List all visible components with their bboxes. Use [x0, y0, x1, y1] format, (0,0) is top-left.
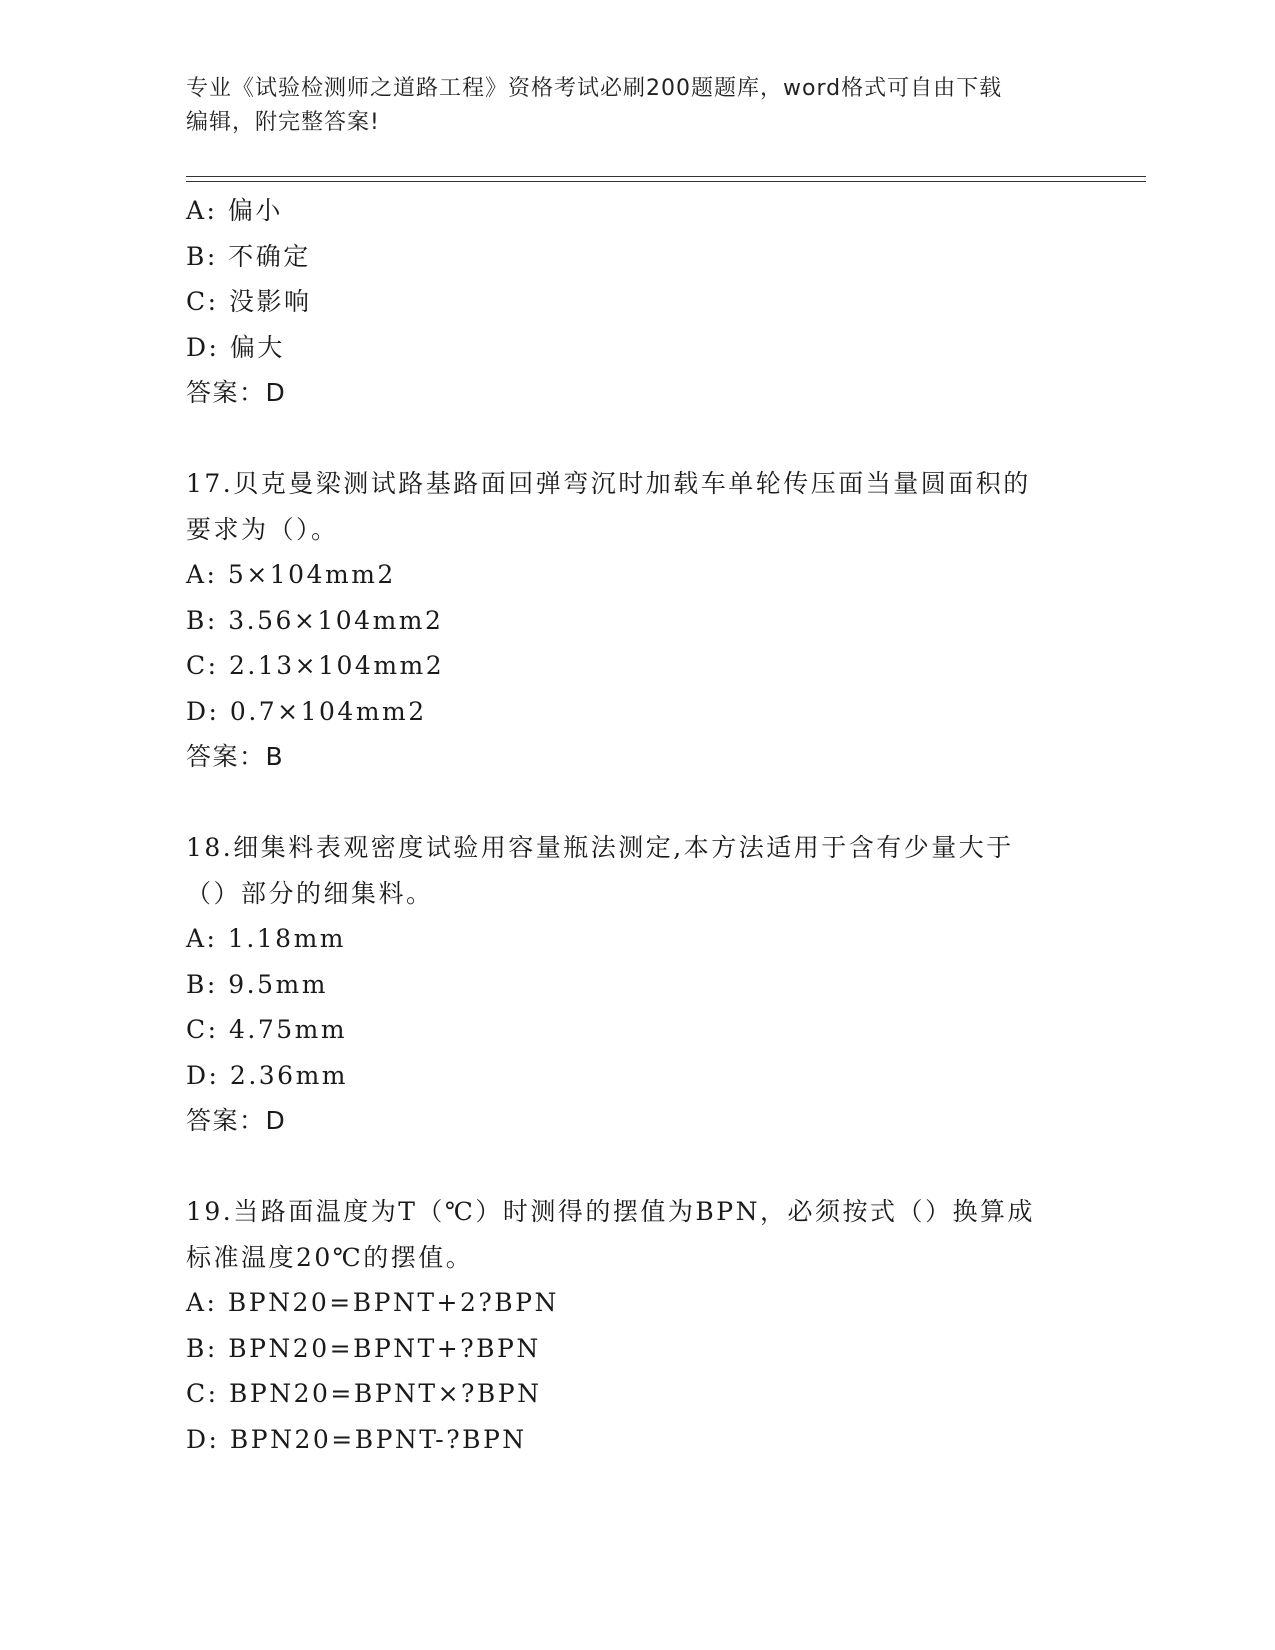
question-block-19	[186, 1189, 1086, 1462]
question-text-line-1: 19.当路面温度为T（℃）时测得的摆值为BPN，必须按式（）换算成	[186, 1197, 1035, 1226]
option-a: A: BPN20=BPNT+2?BPN	[186, 1288, 559, 1317]
header-title-line-1: 专业《试验检测师之道路工程》资格考试必刷200题题库，word格式可自由下载	[186, 76, 1003, 101]
document-header	[186, 72, 1066, 140]
question-block-18	[186, 825, 1086, 1144]
question-text-line-1: 17.贝克曼梁测试路基路面回弹弯沉时加载车单轮传压面当量圆面积的	[186, 469, 1031, 498]
option-c: C: 没影响	[186, 287, 312, 316]
option-d: D: 偏大	[186, 332, 285, 362]
question-block-17	[186, 461, 1086, 780]
question-text-line-1: 18.细集料表观密度试验用容量瓶法测定,本方法适用于含有少量大于	[186, 833, 1014, 862]
block-spacer	[186, 1144, 1086, 1190]
header-divider-top	[186, 176, 1146, 177]
header-title-line-2: 编辑，附完整答案!	[186, 110, 380, 135]
option-d: D: 0.7×104mm2	[186, 696, 427, 726]
header-divider-bottom	[186, 181, 1146, 182]
option-d: D: 2.36mm	[186, 1060, 348, 1090]
question-text-line-2: 要求为（）。	[186, 514, 339, 544]
option-c: C: 4.75mm	[186, 1015, 348, 1044]
option-a: A: 偏小	[186, 196, 283, 225]
option-b: B: 3.56×104mm2	[186, 605, 444, 635]
block-spacer	[186, 416, 1086, 462]
option-d: D: BPN20=BPNT-?BPN	[186, 1424, 527, 1454]
option-c: C: 2.13×104mm2	[186, 651, 445, 680]
option-b: B: BPN20=BPNT+?BPN	[186, 1333, 541, 1363]
option-c: C: BPN20=BPNT×?BPN	[186, 1379, 542, 1408]
answer-line: 答案：B	[186, 742, 285, 771]
answer-line: 答案：D	[186, 378, 287, 407]
option-b: B: 不确定	[186, 241, 311, 271]
answer-line: 答案：D	[186, 1106, 287, 1135]
question-block-16	[186, 188, 1086, 416]
option-a: A: 1.18mm	[186, 924, 346, 953]
question-text-line-2: 标准温度20℃的摆值。	[186, 1242, 474, 1272]
option-a: A: 5×104mm2	[186, 560, 396, 589]
block-spacer	[186, 780, 1086, 826]
question-list	[186, 188, 1086, 1462]
question-text-line-2: （）部分的细集料。	[186, 878, 434, 908]
option-b: B: 9.5mm	[186, 969, 328, 999]
